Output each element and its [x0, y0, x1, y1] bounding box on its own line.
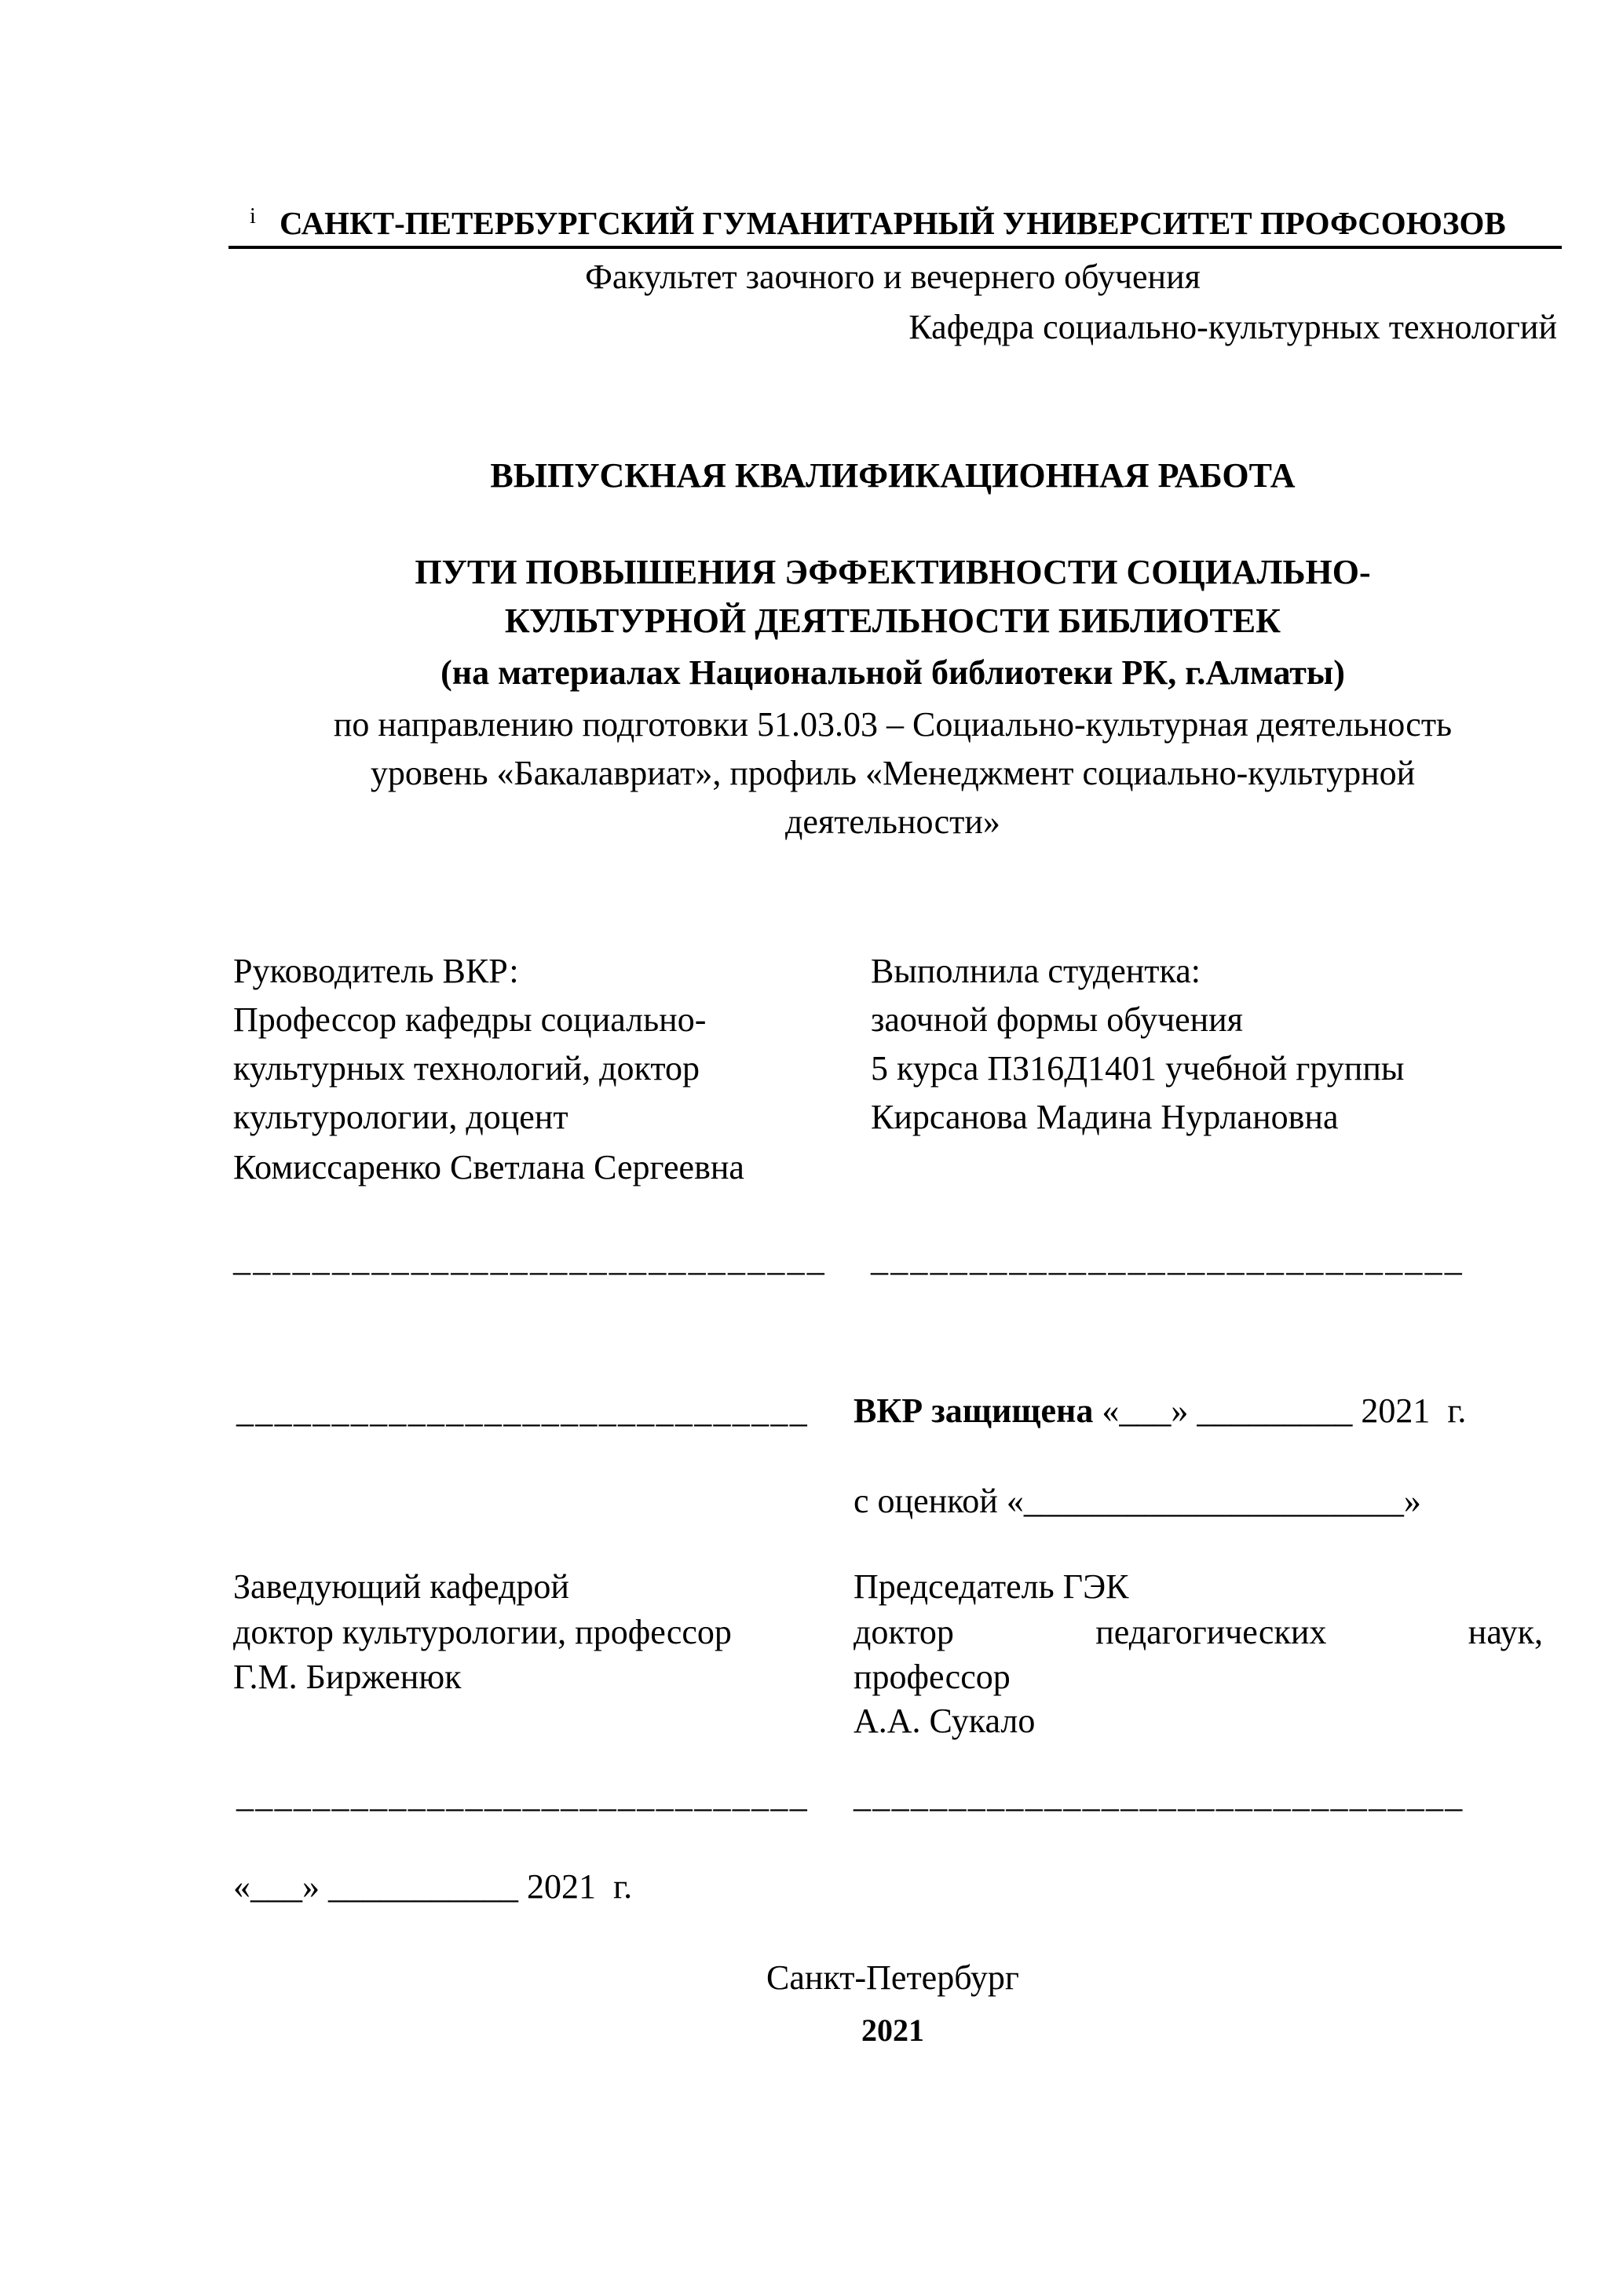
defense-grade: с оценкой «______________________»: [854, 1482, 1421, 1520]
head-date: «___» ___________ 2021 г.: [233, 1867, 633, 1906]
student-line: 5 курса ПЗ16Д1401 учебной группы: [871, 1049, 1405, 1088]
supervisor-line: Профессор кафедры социально-: [233, 1000, 707, 1039]
head-name: Г.М. Бирженюк: [233, 1658, 462, 1696]
supervisor-name: Комиссаренко Светлана Сергеевна: [233, 1148, 744, 1186]
chair-degree-word: наук,: [1468, 1613, 1543, 1651]
direction-line-1: по направлению подготовки 51.03.03 – Социально-культурная деятельность: [333, 705, 1453, 744]
chair-title: Председатель ГЭК: [854, 1567, 1129, 1606]
supervisor-label: Руководитель ВКР:: [233, 952, 519, 990]
supervisor-signature-line: ______________________________: [233, 1240, 827, 1278]
chair-degree: [854, 1612, 1543, 1653]
defense-date-text: «___» _________ 2021 г.: [1093, 1391, 1467, 1430]
topic-line-1: ПУТИ ПОВЫШЕНИЯ ЭФФЕКТИВНОСТИ СОЦИАЛЬНО-: [415, 553, 1371, 591]
chair-degree-word: педагогических: [1095, 1613, 1327, 1651]
student-signature-line: ______________________________: [871, 1240, 1464, 1278]
department: Кафедра социально-культурных технологий: [908, 308, 1557, 346]
topic-line-2: КУЛЬТУРНОЙ ДЕЯТЕЛЬНОСТИ БИБЛИОТЕК: [504, 601, 1281, 640]
chair-signature-line: ________________________________: [854, 1776, 1464, 1815]
direction-line-2: уровень «Бакалавриат», профиль «Менеджмент социально-культурной: [370, 754, 1416, 792]
head-degree: доктор культурологии, профессор: [233, 1613, 732, 1651]
defense-label: ВКР защищена: [854, 1391, 1094, 1430]
head-signature-line: ______________________________: [236, 1776, 809, 1815]
student-line: заочной формы обучения: [871, 1000, 1243, 1039]
year: 2021: [861, 2013, 924, 2048]
topic-note: (на материалах Национальной библиотеки РК, г.Алматы): [440, 653, 1345, 692]
faculty: Факультет заочного и вечернего обучения: [585, 258, 1201, 296]
defense-date: [854, 1391, 1466, 1431]
work-type: ВЫПУСКНАЯ КВАЛИФИКАЦИОННАЯ РАБОТА: [490, 456, 1296, 495]
city: Санкт-Петербург: [766, 1958, 1019, 1997]
chair-degree-word: доктор: [854, 1613, 954, 1651]
defense-left-line: ______________________________: [236, 1391, 809, 1430]
footnote-mark: i: [250, 204, 256, 229]
supervisor-line: культурологии, доцент: [233, 1098, 568, 1136]
student-name: Кирсанова Мадина Нурлановна: [871, 1098, 1339, 1136]
chair-rank: профессор: [854, 1658, 1011, 1696]
head-title: Заведующий кафедрой: [233, 1567, 569, 1606]
supervisor-line: культурных технологий, доктор: [233, 1049, 700, 1088]
chair-name: А.А. Сукало: [854, 1702, 1036, 1740]
student-label: Выполнила студентка:: [871, 952, 1201, 990]
direction-line-3: деятельности»: [785, 803, 1000, 841]
header-rule: [228, 246, 1562, 249]
university-name: САНКТ-ПЕТЕРБУРГСКИЙ ГУМАНИТАРНЫЙ УНИВЕРСИТЕТ ПРОФСОЮЗОВ: [280, 205, 1506, 241]
